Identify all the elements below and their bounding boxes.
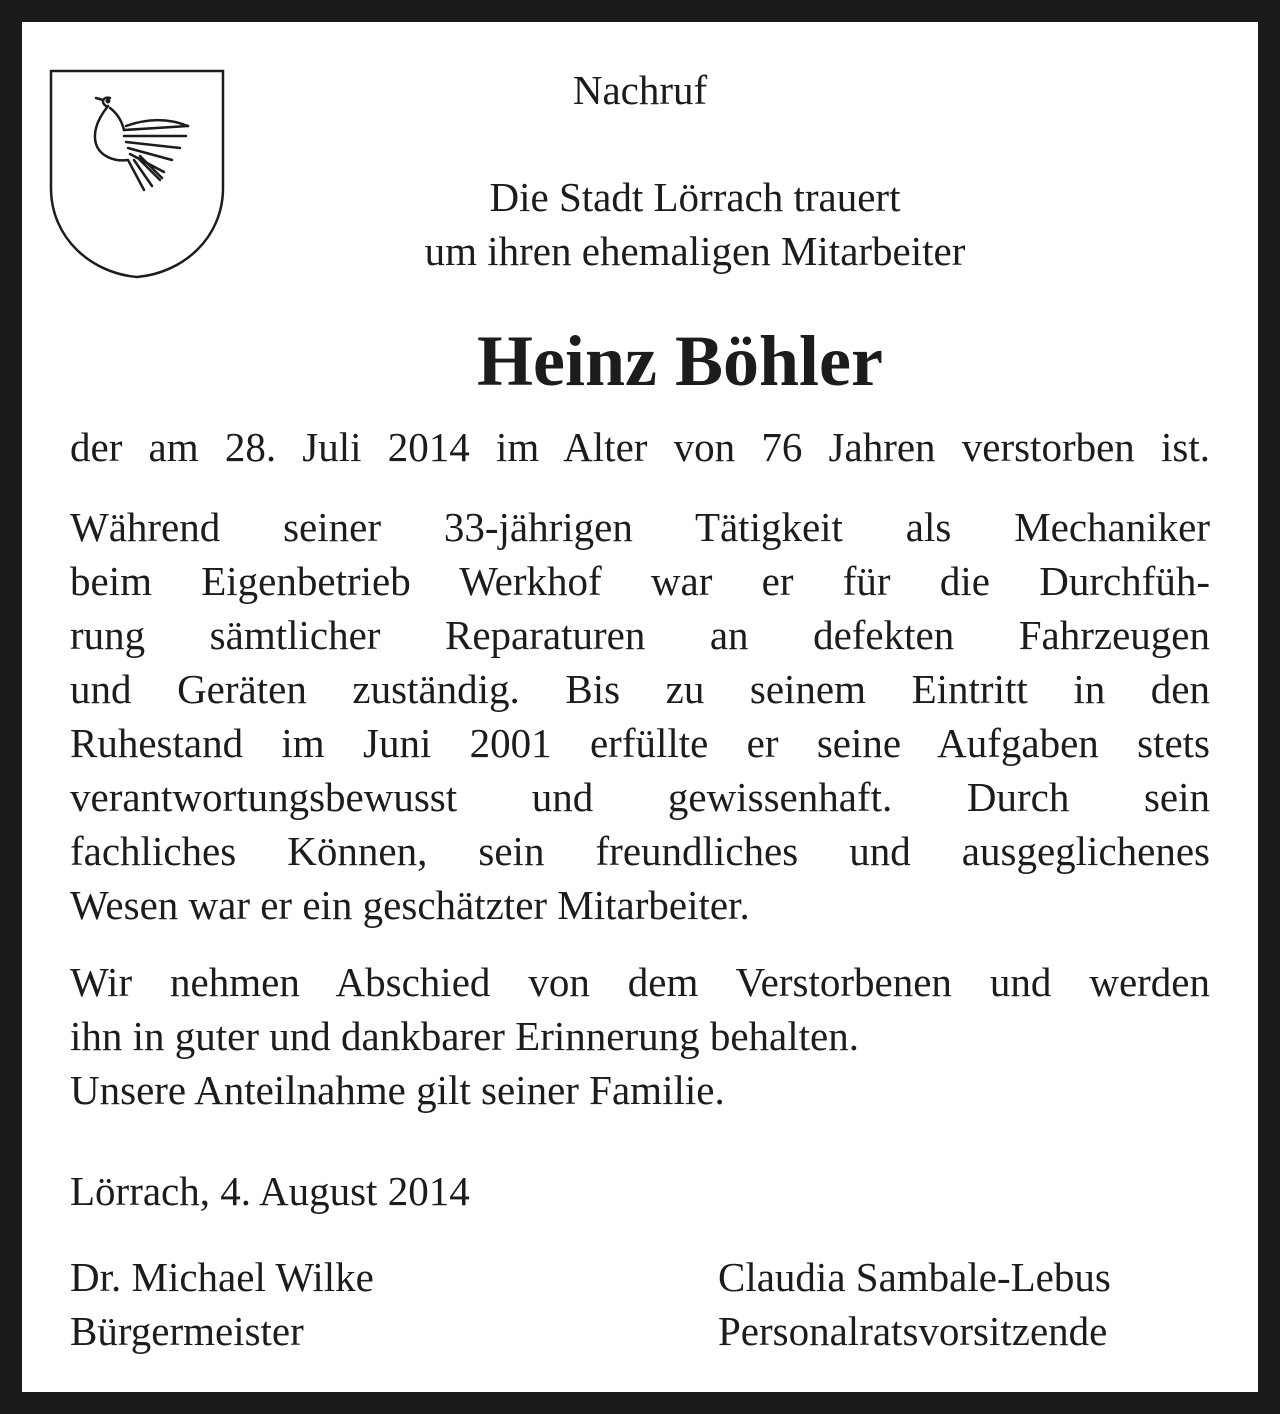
career-paragraph — [70, 500, 1210, 932]
career-line: beim Eigenbetrieb Werkhof war er für die Durchfüh- — [70, 558, 1210, 604]
career-line: Während seiner 33-jährigen Tätigkeit als Mechaniker — [70, 504, 1210, 550]
signatory-role: Bürgermeister — [70, 1308, 304, 1354]
death-statement — [70, 420, 1210, 474]
intro-block — [340, 170, 1050, 278]
intro-line: Die Stadt Lörrach trauert — [489, 174, 901, 220]
career-line: und Geräten zuständig. Bis zu seinem Eintritt in den — [70, 666, 1210, 712]
farewell-line: ihn in guter und dankbarer Erinnerung behalten. — [70, 1013, 859, 1059]
career-line: rung sämtlicher Reparaturen an defekten Fahrzeugen — [70, 612, 1210, 658]
career-line: Wesen war er ein geschätzter Mitarbeiter. — [70, 882, 750, 928]
signatory-left — [70, 1250, 374, 1358]
career-line: Ruhestand im Juni 2001 erfüllte er seine Aufgaben stets — [70, 720, 1210, 766]
career-line: verantwortungsbewusst und gewissenhaft. Durch sein — [70, 774, 1210, 820]
farewell-line: Unsere Anteilnahme gilt seiner Familie. — [70, 1067, 725, 1113]
career-line: fachliches Können, sein freundliches und ausgeglichenes — [70, 828, 1210, 874]
signatory-role: Personalratsvorsitzende — [718, 1308, 1108, 1354]
signatory-name: Dr. Michael Wilke — [70, 1254, 374, 1300]
signatory-right — [718, 1250, 1111, 1358]
farewell-line: Wir nehmen Abschied von dem Verstorbenen und werden — [70, 959, 1210, 1005]
intro-line: um ihren ehemaligen Mitarbeiter — [424, 228, 966, 274]
deceased-name: Heinz Böhler — [477, 321, 883, 401]
place-and-date: Lörrach, 4. August 2014 — [70, 1168, 470, 1214]
farewell-paragraph — [70, 955, 1210, 1117]
notice-heading — [0, 66, 1280, 114]
signatory-name: Claudia Sambale-Lebus — [718, 1254, 1111, 1300]
death-line: der am 28. Juli 2014 im Alter von 76 Jahren verstorben ist. — [70, 424, 1210, 470]
heading-text: Nachruf — [572, 67, 708, 113]
